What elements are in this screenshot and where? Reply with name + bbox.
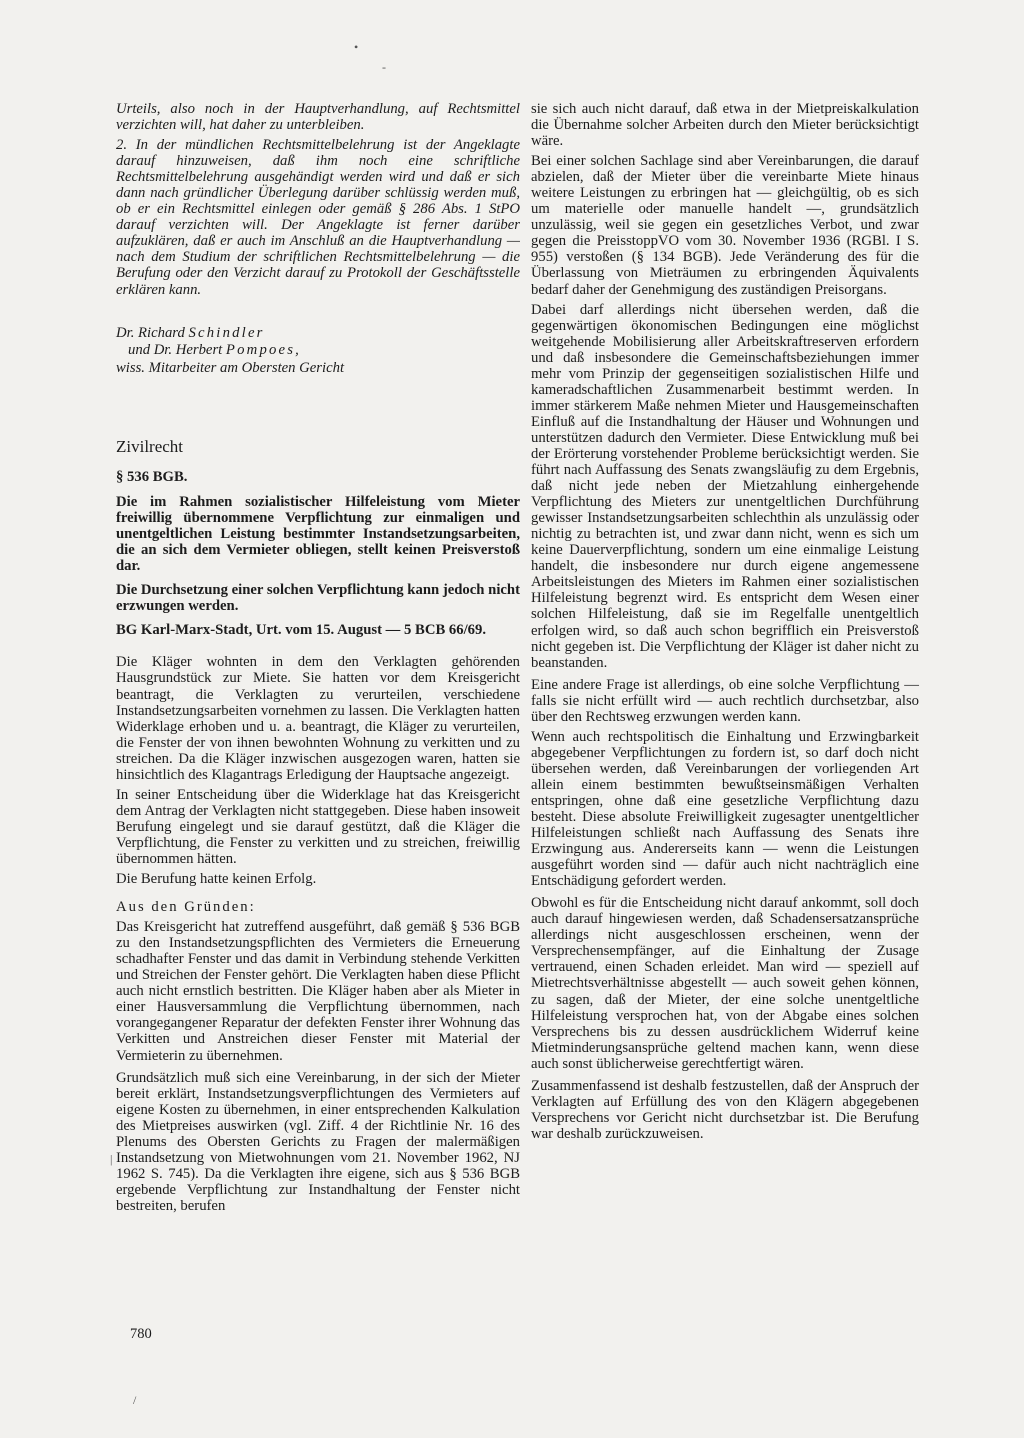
body-paragraph: Bei einer solchen Sachlage sind aber Vereinbarungen, die darauf abzielen, daß der Mieter über die vereinbarte Miete hinaus weitere Leistungen zu erbringen hat — gleichgültig, ob es sich um materielle oder manuelle handelt —, grundsätzlich unzulässig, weil sie gegen ein gesetzliches Verbot, und zwar gegen die PreisstoppVO vom 30. November 1936 (RGBl. I S. 955) verstoßen (§ 134 BGB). Jede Veränderung des für die Überlassung von Mieträumen zu erbringenden Äquivalents bedarf daher der Genehmigung des zuständigen Preisorgans. <box>531 153 919 298</box>
author-name: Pompoes, <box>225 342 302 359</box>
section-title: Zivilrecht <box>116 437 184 457</box>
scan-speck: - <box>382 60 386 74</box>
author-block <box>116 325 520 378</box>
author-prefix: Dr. Richard <box>116 324 185 341</box>
court-citation: BG Karl-Marx-Stadt, Urt. vom 15. August — 5 BCB 66/69. <box>116 622 487 639</box>
scan-speck: / <box>133 1393 137 1407</box>
body-paragraph: Dabei darf allerdings nicht übersehen werden, daß die gegenwärtigen ökonomischen Bedingungen eine möglichst weitgehende Mobilisierung aller Arbeitskraftreserven erfordern und daß insbesondere die Gemeinschaftsbeziehungen immer mehr vom Prinzip der gegenseitigen sozialistischen Hilfe und kameradschaftlichen Zusammenarbeit bestimmt werden. In immer stärkerem Maße nehmen Mieter und Hausgemeinschaften Einfluß auf die Instandhaltung der Häuser und Wohnungen und unterstützen dadurch den Vermieter. Diese Entwicklung muß bei der Erörterung vorstehender Probleme berücksichtigt werden. Sie führt nach Auffassung des Senats zwangsläufig zu dem Ergebnis, daß nicht jede neben der Mietzahlung einhergehende Verpflichtung des Mieters zur unentgeltlichen Durchführung gewisser Instandsetzungsarbeiten schlechthin als unzulässig oder nichtig zu betrachten ist, und zwar dann nicht, wenn es sich um keine Dauerverpflichtung, sondern um eine einmalige Leistung handelt, die insbesondere nur durch eigene angemessene Arbeitsleistungen des Mieters im Rahmen einer sozialistischen Hilfeleistung begrenzt wird. Es entspricht dem Wesen einer solchen Hilfeleistung, daß sie im Regelfalle unentgeltlich erfolgen wird, so daß auch schon begrifflich ein Preisverstoß nicht gegeben ist. Die Verpflichtung der Kläger ist daher nicht zu beanstanden. <box>531 301 919 671</box>
body-paragraph: In seiner Entscheidung über die Widerklage hat das Kreisgericht dem Antrag der Verklagten nicht stattgegeben. Diese haben insoweit Berufung eingelegt und sie darauf gestützt, daß die Kläger die Verpflichtung, die Fenster zu verkitten und zu streichen, freiwillig übernommen hätten. <box>116 786 520 867</box>
body-paragraph: Die Berufung hatte keinen Erfolg. <box>116 871 317 888</box>
body-paragraph: Zusammenfassend ist deshalb festzustellen, daß der Anspruch der Verklagten auf Erfüllung des von den Klägern abgegebenen Versprechens vor Gericht nicht durchsetzbar ist. Die Berufung war deshalb zurückzuweisen. <box>531 1077 919 1142</box>
author-name: Schindler <box>188 324 265 341</box>
author-line <box>116 342 520 360</box>
intro-paragraph: 2. In der mündlichen Rechtsmittelbelehrung ist der Angeklagte darauf hinzuweisen, daß ihm noch eine schriftliche Rechtsmittelbelehrung ausgehändigt werden wird und daß er sich dann nach gründlicher Überlegung darüber schlüssig werden muß, ob er ein Rechtsmittel einlegen oder gemäß § 286 Abs. 1 StPO darauf verzichten will. Der Angeklagte ist ferner darüber aufzuklären, daß er auch im Anschluß an die Hauptverhandlung — nach dem Studium der schriftlichen Rechtsmittelbelehrung — die Berufung oder den Verzicht darauf zu Protokoll der Geschäftsstelle erklären kann. <box>116 137 520 298</box>
reasons-paragraph: Grundsätzlich muß sich eine Vereinbarung, in der sich der Mieter bereit erklärt, Instandsetzungsverpflichtungen des Vermieters auf eigene Kosten zu übernehmen, in einer entsprechenden Kalkulation des Mietpreises auswirken (vgl. Ziff. 4 der Richtlinie Nr. 16 des Plenums des Obersten Gerichts zu Fragen der malermäßigen Instandsetzung von Mietwohnungen vom 21. November 1962, NJ 1962 S. 745). Da die Verklagten ihre eigene, sich aus § 536 BGB ergebende Verpflichtung zur Instandhaltung der Fenster nicht bestreiten, berufen <box>116 1069 520 1214</box>
reasons-paragraph: Das Kreisgericht hat zutreffend ausgeführt, daß gemäß § 536 BGB zu den Instandsetzungspflichten des Vermieters die Erneuerung schadhafter Fenster und das damit in Verbindung stehende Verkitten und Streichen der Fenster gehört. Die Verklagten haben diese Pflicht auch nicht ernstlich bestritten. Die Kläger haben aber als Mieter in einer Hausversammlung die Verpflichtung übernommen, nach vorangegangener Reparatur der defekten Fenster ihrer Wohnung das Verkitten und Anstreichen dieser Fenster mit Material der Vermieterin zu übernehmen. <box>116 919 520 1064</box>
reasons-heading: Aus den Gründen: <box>116 899 256 916</box>
author-affiliation: wiss. Mitarbeiter am Obersten Gericht <box>116 359 345 376</box>
body-paragraph: Wenn auch rechtspolitisch die Einhaltung und Erzwingbarkeit abgegebener Verpflichtungen zu fordern ist, so darf doch nicht übersehen werden, daß Vereinbarungen der vorliegenden Art allein einem bestimmten bewußtseinsmäßigen Verhalten entspringen, ohne daß eine gesetzliche Verpflichtung dazu besteht. Diese absolute Freiwilligkeit zugesagter unentgeltlicher Hilfeleistungen schließt nach Auffassung des Senats ihre Erzwingung aus. Andererseits kann — wenn die Leistungen ausgeführt worden sind — dafür auch nicht nachträglich eine Entschädigung gefordert werden. <box>531 728 919 890</box>
intro-paragraph: Urteils, also noch in der Hauptverhandlung, auf Rechtsmittel verzichten will, hat daher zu unterbleiben. <box>116 101 520 134</box>
scan-speck: | <box>110 1152 113 1166</box>
left-column <box>116 101 520 1214</box>
body-paragraph: Eine andere Frage ist allerdings, ob eine solche Verpflichtung — falls sie nicht erfüllt wird — auch rechtlich durchsetzbar, also über den Rechtsweg erzwungen werden kann. <box>531 676 919 725</box>
author-line <box>116 325 520 343</box>
headnote: Die im Rahmen sozialistischer Hilfeleistung vom Mieter freiwillig übernommene Verpflichtung zur einmaligen und unentgeltlichen Leistung bestimmter Instandsetzungsarbeiten, die an sich dem Vermieter obliegen, stellt keinen Preisverstoß dar. <box>116 494 520 575</box>
scan-speck: • <box>354 40 359 54</box>
body-paragraph: sie sich auch nicht darauf, daß etwa in der Mietpreiskalkulation die Übernahme solcher Arbeiten durch den Mieter berücksichtigt wäre. <box>531 101 919 150</box>
page-number: 780 <box>130 1326 152 1342</box>
headnote: Die Durchsetzung einer solchen Verpflichtung kann jedoch nicht erzwungen werden. <box>116 582 520 615</box>
law-reference: § 536 BGB. <box>116 469 188 486</box>
right-column <box>531 101 919 1142</box>
author-prefix: und Dr. Herbert <box>128 342 223 359</box>
body-paragraph: Die Kläger wohnten in dem den Verklagten gehörenden Hausgrundstück zur Miete. Sie hatten vor dem Kreisgericht beantragt, die Verklagten zu verurteilen, verschiedene Instandsetzungsarbeiten vornehmen zu lassen. Die Verklagten hatten Widerklage erhoben und u. a. beantragt, die Kläger zu verurteilen, die Fenster der von ihnen bewohnten Wohnung zu verkitten und zu streichen. Da die Kläger inzwischen ausgezogen waren, hatten sie hinsichtlich des Klagantrags Erledigung der Hauptsache angezeigt. <box>116 654 520 783</box>
body-paragraph: Obwohl es für die Entscheidung nicht darauf ankommt, soll doch auch darauf hingewiesen werden, daß Schadensersatzansprüche allerdings nicht ausgeschlossen erscheinen, wenn der Versprechensempfänger, auf die Einhaltung der Zusage vertrauend, einen Schaden erleidet. Man wird — speziell auf Mietrechtsverhältnisse abgestellt — auch soweit gehen können, zu sagen, daß der Mieter, der eine solche unentgeltliche Hilfeleistung versprochen hat, von der Abgabe eines solchen Versprechens bis zu dessen ausdrücklichem Widerruf keine Mietminderungsansprüche geltend machen kann, wenn diese auch sonst üblicherweise gerechtfertigt wären. <box>531 895 919 1072</box>
